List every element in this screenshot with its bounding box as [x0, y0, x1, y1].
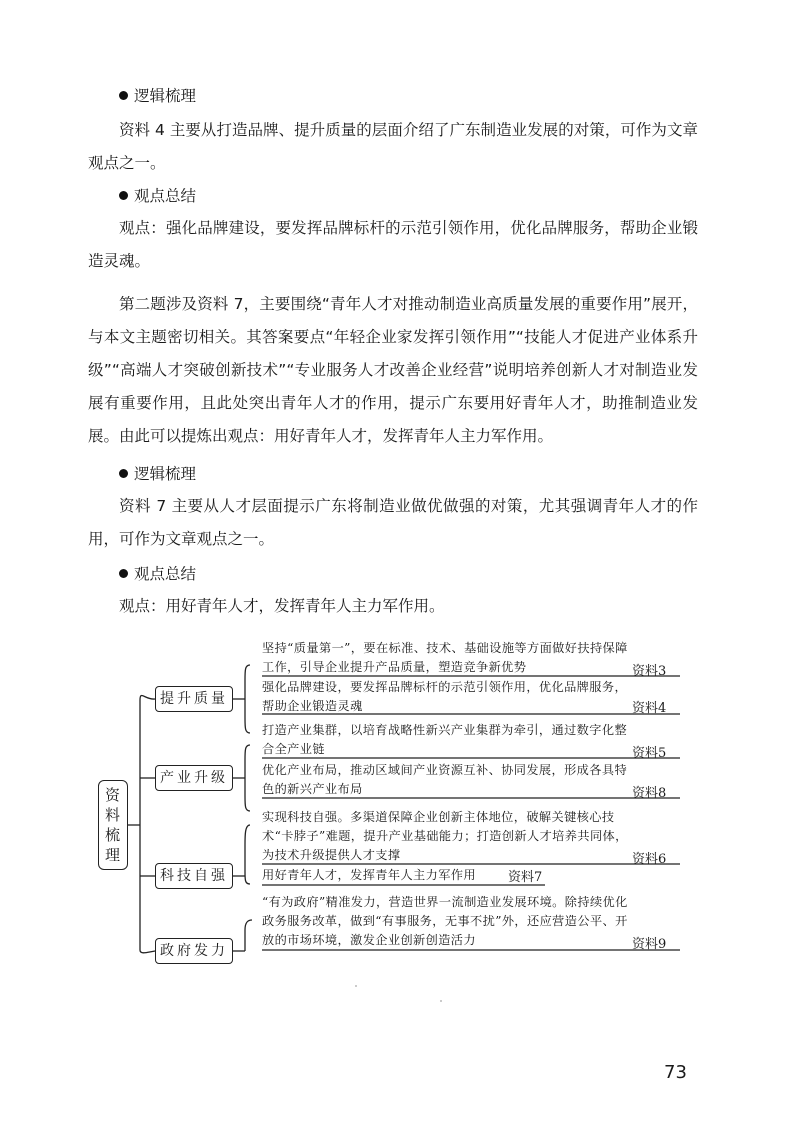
paragraph-viewpoint-1: 观点：强化品牌建设，要发挥品牌标杆的示范引领作用，优化品牌服务，帮助企业锻造灵魂。: [88, 219, 698, 270]
leaf-item: 强化品牌建设，要发挥品牌标杆的示范引领作用，优化品牌服务，帮助企业锻造灵魂: [262, 680, 628, 713]
leaf-item: “有为政府”精准发力，营造世界一流制造业发展环境。除持续优化政务服务改革，做到“有事服务，无事不扰”外，还应营造公平、开放的市场环境，激发企业创新创造活力: [262, 895, 628, 947]
scan-speck: [355, 985, 357, 987]
leaf-item: 用好青年人才，发挥青年人主力军作用: [262, 868, 476, 882]
branch-government: 政府发力: [155, 938, 233, 964]
bullet-heading: 观点总结: [134, 565, 197, 583]
leaf-source: 资料4: [632, 701, 667, 716]
paragraph-viewpoint-2: 观点：用好青年人才，发挥青年人主力军作用。: [119, 597, 445, 615]
paragraph-material7: 资料 7 主要从人才层面提示广东将制造业做优做强的对策，尤其强调青年人才的作用，可作为文章观点之一。: [88, 497, 698, 548]
leaf-item: 优化产业布局，推动区域间产业资源互补、协同发展，形成各具特色的新兴产业布局: [262, 763, 628, 796]
paragraph-material4: 资料 4 主要从打造品牌、提升质量的层面介绍了广东制造业发展的对策，可作为文章观点之一。: [88, 121, 698, 172]
bracket-2: [245, 745, 250, 811]
bracket-3: [245, 825, 250, 884]
bracket-1: [245, 665, 250, 733]
branch-quality: 提升质量: [155, 686, 233, 712]
leaf-source: 资料6: [632, 852, 667, 867]
bracket-4: [245, 920, 252, 951]
root-node: 资料梳理: [98, 780, 128, 870]
leaf-item: 实现科技自强。多渠道保障企业创新主体地位，破解关键核心技术“卡脖子”难题，提升产业基础能力；打造创新人才培养共同体，为技术升级提供人才支撑: [262, 810, 628, 862]
leaf-source: 资料5: [632, 746, 667, 761]
leaf-source: 资料9: [632, 937, 667, 952]
leaf-source: 资料8: [632, 786, 667, 801]
scan-speck: [440, 1000, 442, 1002]
bullet-heading: 观点总结: [134, 187, 197, 205]
branch-industry-upgrade: 产业升级: [155, 765, 233, 791]
page-number: 73: [664, 1062, 687, 1083]
branch-tech: 科技自强: [155, 863, 233, 889]
trunk-curve-top: [140, 696, 155, 700]
leaf-item: 打造产业集群，以培育战略性新兴产业集群为牵引，通过数字化整合全产业链: [262, 723, 628, 756]
trunk-curve-bottom: [140, 950, 155, 953]
leaf-source: 资料7: [508, 870, 543, 885]
bullet-heading: 逻辑梳理: [134, 465, 197, 483]
paragraph-question2: 第二题涉及资料 7，主要围绕“青年人才对推动制造业高质量发展的重要作用”展开，与本文主题密切相关。其答案要点“年轻企业家发挥引领作用”“技能人才促进产业体系升级”“高端人才突破创新技术”“专业服务人才改善企业经营”说明培养创新人才对制造业发展有重要作用，且此处突出青年人才的作用，提示广东要用好青年人才，助推制造业发展。由此可以提炼出观点：用好青年人才，发挥青年人主力军作用。: [88, 295, 698, 445]
leaf-source: 资料3: [632, 664, 667, 679]
leaf-item: 坚持“质量第一”，要在标准、技术、基础设施等方面做好扶持保障工作，引导企业提升产品质量，塑造竞争新优势: [262, 641, 628, 674]
bullet-heading: 逻辑梳理: [134, 87, 197, 105]
